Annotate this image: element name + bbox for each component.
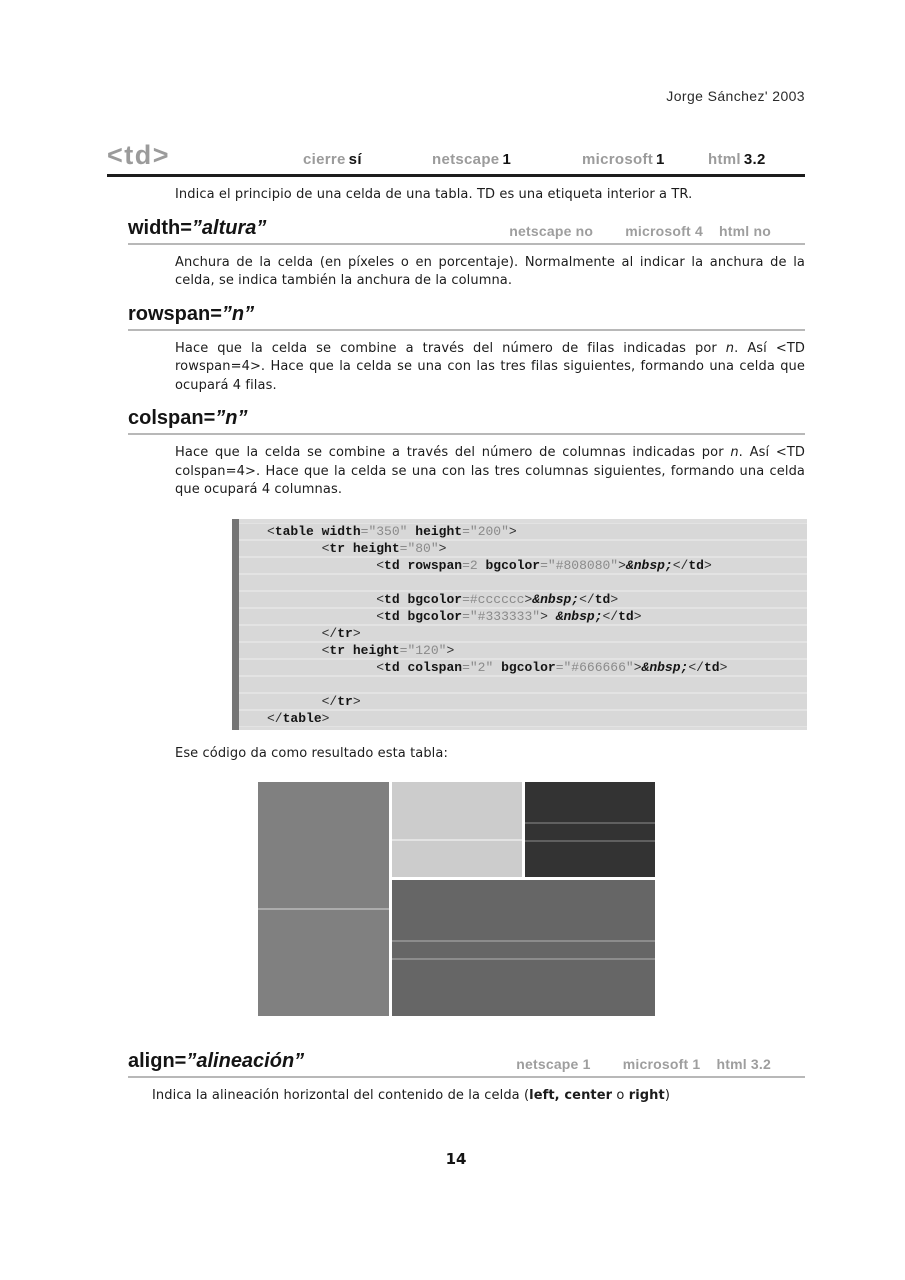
page-number: 14	[445, 1149, 467, 1168]
rowspan-description	[107, 340, 805, 396]
support-label: html	[708, 151, 741, 168]
support-label: cierre	[303, 151, 346, 168]
result-cell-top-right-dark	[525, 782, 655, 877]
text-segment: Indica la alineación horizontal del contenido de la celda (	[152, 1088, 530, 1103]
colspan-attr-heading-row	[128, 408, 805, 435]
support-value: sí	[348, 151, 362, 168]
text-segment: Hace que la celda se combine a través del número de columnas indicadas por	[175, 445, 731, 460]
colspan-attr-title	[128, 407, 247, 429]
width-description: Anchura de la celda (en píxeles o en porcentaje). Normalmente al indicar la anchura de la celda, se indica también la anchura de la columna.	[175, 254, 805, 288]
code-lines	[239, 519, 807, 730]
code-block	[232, 519, 807, 730]
width-attr-support	[509, 223, 771, 239]
support-netscape: netscape no	[509, 222, 594, 239]
code-line: <tr height="80">	[239, 540, 807, 557]
colspan-description	[107, 444, 805, 500]
page-content	[107, 141, 805, 1168]
text-segment: Hace que la celda se combine a través del número de filas indicadas por	[175, 340, 726, 356]
attr-value: ”n”	[215, 407, 248, 429]
attr-name: colspan=	[128, 407, 216, 429]
attr-value: ”alineación”	[186, 1050, 305, 1072]
code-line: <table width="350" height="200">	[239, 523, 807, 540]
td-tag-title: <td>	[107, 140, 171, 170]
result-cell-top-middle-lightgray	[392, 782, 522, 877]
rowspan-attr-heading-row	[128, 304, 805, 331]
align-attr-title	[128, 1050, 304, 1072]
support-microsoft: microsoft 1	[622, 1056, 701, 1072]
support-html	[708, 151, 766, 168]
align-attr-support	[516, 1056, 771, 1072]
align-description	[107, 1087, 805, 1106]
attr-value: ”altura”	[191, 216, 267, 239]
text-segment: o	[612, 1088, 629, 1103]
support-netscape	[432, 151, 511, 168]
code-line: <tr height="120">	[239, 642, 807, 659]
support-microsoft: microsoft 4	[625, 222, 703, 239]
italic-n: n	[730, 445, 739, 460]
attr-name: align=	[128, 1050, 187, 1072]
bold-left-center: left, center	[529, 1088, 613, 1103]
result-cell-colspan2-medium	[392, 880, 655, 1016]
width-attr-heading-row	[128, 218, 805, 245]
attr-name: width=	[128, 216, 192, 239]
support-label: microsoft	[582, 151, 654, 168]
code-line: </table>	[239, 710, 807, 727]
align-attr-heading-row	[128, 1051, 805, 1078]
support-value: 1	[656, 151, 665, 168]
support-cierre	[303, 151, 362, 168]
width-attr-title	[128, 217, 266, 239]
result-cell-rowspan2-gray	[258, 782, 389, 1016]
td-description: Indica el principio de una celda de una tabla. TD es una etiqueta interior a TR.	[175, 187, 693, 202]
text-segment: . Así <TD colspan=4>. Hace que la celda se una con las tres columnas siguientes, formando una celda que ocupará 4 columnas.	[175, 445, 805, 497]
code-line: <td rowspan=2 bgcolor="#808080">&nbsp;</td>	[239, 557, 807, 574]
text-segment: )	[664, 1088, 671, 1103]
support-value: 1	[502, 151, 512, 168]
td-tag-heading-row	[107, 141, 805, 177]
code-left-bar	[232, 519, 239, 730]
bold-right: right	[628, 1088, 665, 1103]
support-microsoft	[582, 151, 665, 168]
code-line	[239, 574, 807, 591]
code-line: <td bgcolor=#cccccc>&nbsp;</td>	[239, 591, 807, 608]
support-value: 3.2	[743, 151, 766, 168]
code-line: </tr>	[239, 693, 807, 710]
attr-value: ”n”	[221, 302, 255, 325]
code-line: <td bgcolor="#333333"> &nbsp;</td>	[239, 608, 807, 625]
code-line	[239, 676, 807, 693]
text-segment: . Así <TD rowspan=4>. Hace que la celda se una con las tres filas siguientes, formando una celda que ocupará 4 filas.	[175, 340, 805, 393]
result-intro: Ese código da como resultado esta tabla:	[175, 745, 448, 761]
code-line: </tr>	[239, 625, 807, 642]
support-html: html no	[719, 222, 771, 239]
attr-name: rowspan=	[128, 302, 222, 325]
support-netscape: netscape 1	[516, 1056, 591, 1072]
rowspan-attr-title	[128, 303, 254, 325]
italic-n: n	[725, 340, 735, 356]
result-table	[258, 782, 655, 1016]
code-line: <td colspan="2" bgcolor="#666666">&nbsp;</td>	[239, 659, 807, 676]
page-header-author: Jorge Sánchez' 2003	[666, 88, 805, 104]
support-html: html 3.2	[716, 1056, 771, 1072]
support-label: netscape	[432, 151, 500, 168]
